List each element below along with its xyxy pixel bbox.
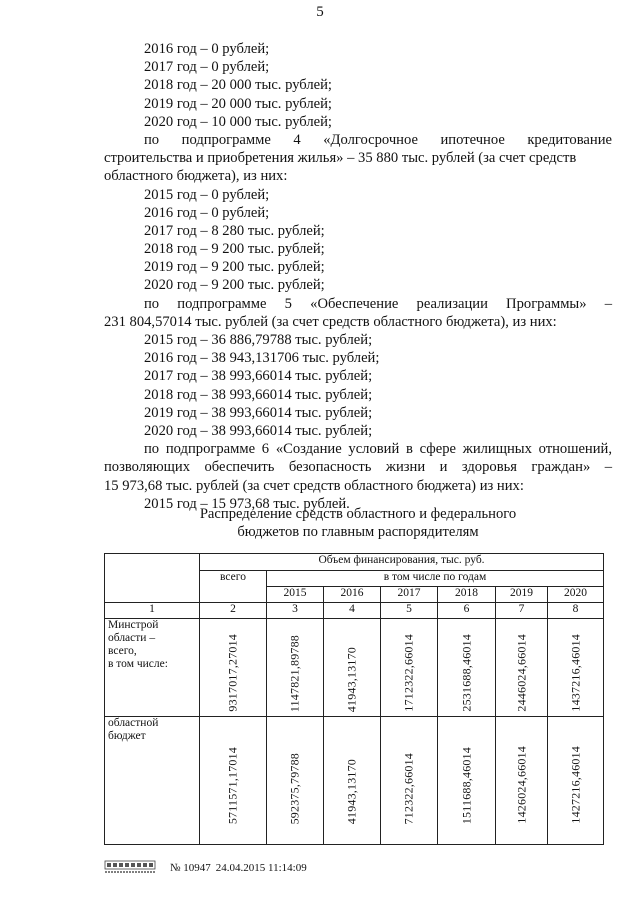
column-number: 4 — [324, 603, 381, 619]
text-line: 2017 год – 38 993,66014 тыс. рублей; — [144, 368, 373, 385]
text-line: по подпрограмме 5 «Обеспечение реализации Программы» – — [144, 295, 612, 312]
value-cell: 1437216,46014 — [548, 619, 604, 717]
text-line: 2018 год – 20 000 тыс. рублей; — [144, 77, 332, 94]
text-line: 2018 год – 9 200 тыс. рублей; — [144, 241, 325, 258]
table-row — [105, 717, 604, 845]
value-cell: 5711571,17014 — [200, 717, 267, 845]
table-heading-line-1: Распределение средств областного и федерального — [199, 506, 517, 522]
value-cell: 1426024,66014 — [496, 717, 548, 845]
value-cell: 1427216,46014 — [548, 717, 604, 845]
text-line: 2015 год – 36 886,79788 тыс. рублей; — [144, 332, 373, 348]
total-header: всего — [200, 571, 267, 603]
text-line: 2017 год – 8 280 тыс. рублей; — [144, 222, 325, 239]
body-text — [104, 40, 612, 513]
text-line: 2015 год – 0 рублей; — [144, 186, 270, 203]
column-number: 1 — [105, 603, 200, 619]
text-line: 2020 год – 38 993,66014 тыс. рублей; — [144, 422, 373, 439]
year-header: 2017 — [381, 587, 438, 603]
value-cell: 2446024,66014 — [496, 619, 548, 717]
column-number: 8 — [548, 603, 604, 619]
footer-doc-number: № 10947 — [170, 862, 211, 874]
value-cell: 41943,13170 — [324, 717, 381, 845]
text-line: 2020 год – 9 200 тыс. рублей; — [144, 277, 325, 294]
text-line: 2015 год – 15 973,68 тыс. рублей. — [144, 495, 350, 512]
value-cell: 1712322,66014 — [381, 619, 438, 717]
table-heading — [104, 505, 612, 541]
value-cell: 592375,79788 — [267, 717, 324, 845]
header-blank-cell — [105, 554, 200, 603]
registry-stamp-icon — [104, 859, 156, 877]
table-row — [105, 619, 604, 717]
text-line: областного бюджета), из них: — [104, 168, 288, 185]
year-header: 2015 — [267, 587, 324, 603]
value-cell: 1147821,89788 — [267, 619, 324, 717]
text-line: 2019 год – 20 000 тыс. рублей; — [144, 95, 332, 112]
text-line: 2017 год – 0 рублей; — [144, 59, 270, 76]
value-cell: 2531688,46014 — [438, 619, 496, 717]
page-number: 5 — [316, 4, 324, 20]
table-heading-line-2: бюджетов по главным распорядителям — [237, 524, 479, 540]
column-number: 2 — [200, 603, 267, 619]
footer-datetime: 24.04.2015 11:14:09 — [215, 862, 307, 874]
financing-table — [104, 553, 604, 845]
column-number: 5 — [381, 603, 438, 619]
text-line: позволяющих обеспечить безопасность жизни и здоровья граждан» – — [104, 459, 612, 476]
text-line: 2018 год – 38 993,66014 тыс. рублей; — [144, 386, 373, 403]
row-label-regional-budget: областной бюджет — [105, 717, 200, 845]
year-header: 2016 — [324, 587, 381, 603]
column-number: 6 — [438, 603, 496, 619]
text-line: 2020 год – 10 000 тыс. рублей; — [144, 113, 332, 130]
text-line: 2016 год – 38 943,131706 тыс. рублей; — [144, 350, 380, 367]
by-years-header: в том числе по годам — [267, 571, 604, 587]
text-line: 15 973,68 тыс. рублей (за счет средств областного бюджета) из них: — [104, 477, 524, 494]
value-cell: 41943,13170 — [324, 619, 381, 717]
text-line: 2019 год – 38 993,66014 тыс. рублей; — [144, 404, 373, 421]
text-line: по подпрограмме 4 «Долгосрочное ипотечное кредитование — [144, 131, 612, 148]
volume-header: Объем финансирования, тыс. руб. — [200, 554, 604, 571]
column-number: 7 — [496, 603, 548, 619]
text-line: 2019 год – 9 200 тыс. рублей; — [144, 259, 325, 276]
text-line: 231 804,57014 тыс. рублей (за счет средств областного бюджета), из них: — [104, 313, 557, 330]
text-line: строительства и приобретения жилья» – 35 880 тыс. рублей (за счет средств — [104, 150, 577, 167]
text-line: 2016 год – 0 рублей; — [144, 41, 270, 57]
value-cell: 1511688,46014 — [438, 717, 496, 845]
year-header: 2019 — [496, 587, 548, 603]
row-label-minstroy: Минстрой области – всего, в том числе: — [105, 619, 200, 717]
column-number: 3 — [267, 603, 324, 619]
text-line: по подпрограмме 6 «Создание условий в сфере жилищных отношений, — [144, 441, 612, 458]
text-line: 2016 год – 0 рублей; — [144, 204, 270, 221]
value-cell: 9317017,27014 — [200, 619, 267, 717]
year-header: 2018 — [438, 587, 496, 603]
value-cell: 712322,66014 — [381, 717, 438, 845]
year-header: 2020 — [548, 587, 604, 603]
document-footer — [104, 858, 307, 878]
